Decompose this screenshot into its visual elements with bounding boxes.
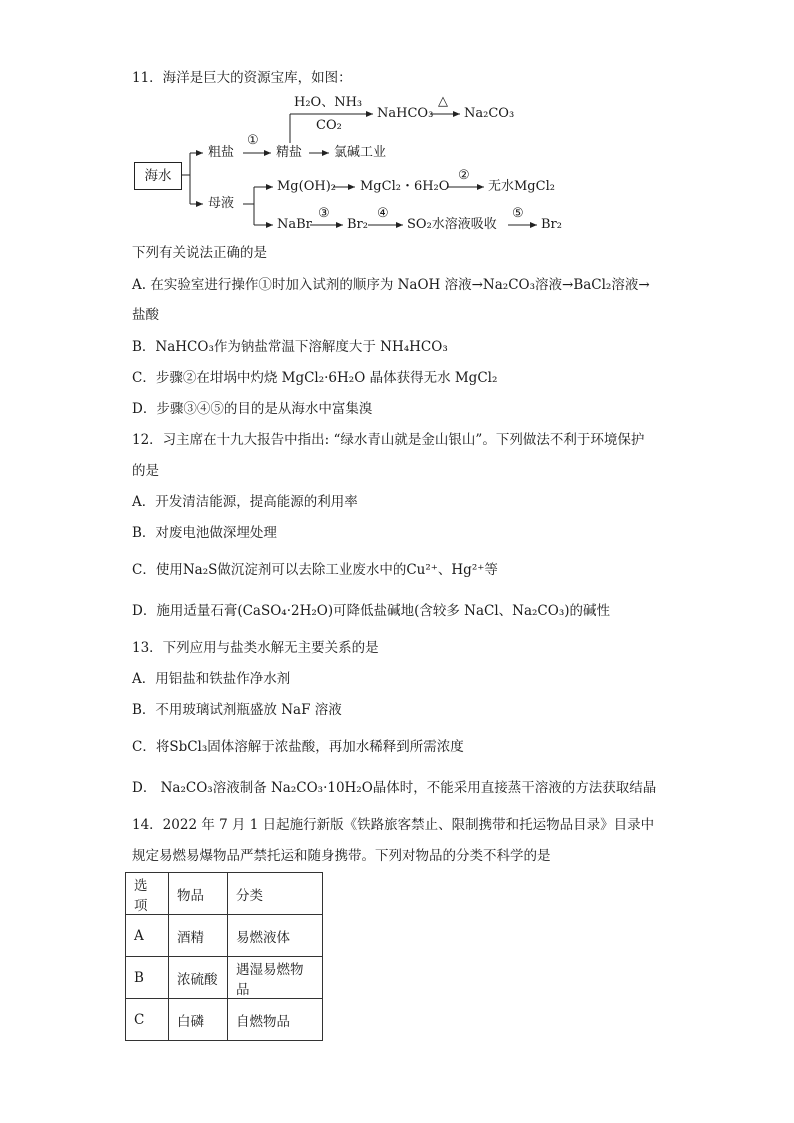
na2co3: Na₂CO₃ <box>464 106 515 121</box>
mgoh2: Mg(OH)₂ <box>277 179 336 194</box>
q11-option-d: D．步骤③④⑤的目的是从海水中富集溴 <box>132 401 373 417</box>
br2-a: Br₂ <box>347 217 368 232</box>
q13-option-b: B．不用玻璃试剂瓶盛放 NaF 溶液 <box>132 702 342 718</box>
table-cell: A <box>126 915 169 957</box>
table-cell: C <box>126 999 169 1041</box>
table-cell: 酒精 <box>169 915 228 957</box>
q12-option-a: A．开发清洁能源，提高能源的利用率 <box>132 494 358 510</box>
q13-title: 13．下列应用与盐类水解无主要关系的是 <box>132 640 379 656</box>
step2-label: ② <box>458 168 470 183</box>
table-row <box>126 957 323 999</box>
table-cell: 自燃物品 <box>228 999 323 1041</box>
step1-label: ① <box>247 133 259 148</box>
q11-option-b: B．NaHCO₃作为钠盐常温下溶解度大于 NH₄HCO₃ <box>132 339 448 355</box>
step5-label: ⑤ <box>512 206 524 221</box>
q11-stem: 下列有关说法正确的是 <box>132 245 267 261</box>
q12-option-c: C．使用Na₂S做沉淀剂可以去除工业废水中的Cu²⁺、Hg²⁺等 <box>132 562 498 578</box>
step4-label: ④ <box>377 206 389 221</box>
table-cell: 白磷 <box>169 999 228 1041</box>
crude-salt: 粗盐 <box>208 145 235 160</box>
q12-title-line1: 12．习主席在十九大报告中指出: “绿水青山就是金山银山”。下列做法不利于环境保护 <box>132 432 645 448</box>
reagent-co2: CO₂ <box>316 118 342 133</box>
heat-symbol: △ <box>438 94 448 109</box>
header-cell: 选项 <box>126 873 169 915</box>
chlor-alkali: 氯碱工业 <box>334 145 387 160</box>
q14-title-line2: 规定易燃易爆物品严禁托运和随身携带。下列对物品的分类不科学的是 <box>132 848 551 864</box>
refined-salt: 精盐 <box>276 145 303 160</box>
step3-label: ③ <box>318 206 330 221</box>
seawater-box: 海水 <box>134 162 182 190</box>
q13-option-d: D． Na₂CO₃溶液制备 Na₂CO₃·10H₂O晶体时，不能采用直接蒸干溶液的方法获取结晶 <box>132 780 657 796</box>
table-header-row <box>126 873 323 915</box>
table-row <box>126 915 323 957</box>
so2-absorb: SO₂水溶液吸收 <box>407 217 497 232</box>
nabr: NaBr <box>277 217 312 232</box>
mother-liquor: 母液 <box>208 196 235 211</box>
diagram-lines <box>0 0 794 260</box>
q13-option-a: A．用铝盐和铁盐作净水剂 <box>132 671 291 687</box>
br2-b: Br₂ <box>541 217 562 232</box>
q12-option-d: D．施用适量石膏(CaSO₄·2H₂O)可降低盐碱地(含较多 NaCl、Na₂CO₃)的碱性 <box>132 603 611 619</box>
q14-options-table <box>125 872 323 1041</box>
q11-option-a-line2: 盐酸 <box>132 307 159 323</box>
table-cell: B <box>126 957 169 999</box>
q11-option-a-line1: A. 在实验室进行操作①时加入试剂的顺序为 NaOH 溶液→Na₂CO₃溶液→BaCl₂溶液→ <box>132 277 650 293</box>
table-row <box>126 999 323 1041</box>
header-cell: 分类 <box>228 873 323 915</box>
table-cell: 易燃液体 <box>228 915 323 957</box>
q12-title-line2: 的是 <box>132 463 159 479</box>
mgcl2-hydrate: MgCl₂・6H₂O <box>360 179 450 194</box>
q13-option-c: C．将SbCl₃固体溶解于浓盐酸，再加水稀释到所需浓度 <box>132 739 464 755</box>
q11-title: 11．海洋是巨大的资源宝库，如图： <box>132 70 352 86</box>
q11-option-c: C．步骤②在坩埚中灼烧 MgCl₂·6H₂O 晶体获得无水 MgCl₂ <box>132 370 498 386</box>
header-cell: 物品 <box>169 873 228 915</box>
q12-option-b: B．对废电池做深埋处理 <box>132 525 277 541</box>
reagents-top: H₂O、NH₃ <box>294 95 363 110</box>
table-cell: 遇湿易燃物品 <box>228 957 323 999</box>
anhydrous-mgcl2: 无水MgCl₂ <box>488 179 555 194</box>
q14-title-line1: 14．2022 年 7 月 1 日起施行新版《铁路旅客禁止、限制携带和托运物品目录》目录中 <box>132 817 655 833</box>
table-cell: 浓硫酸 <box>169 957 228 999</box>
nahco3: NaHCO₃ <box>377 106 434 121</box>
